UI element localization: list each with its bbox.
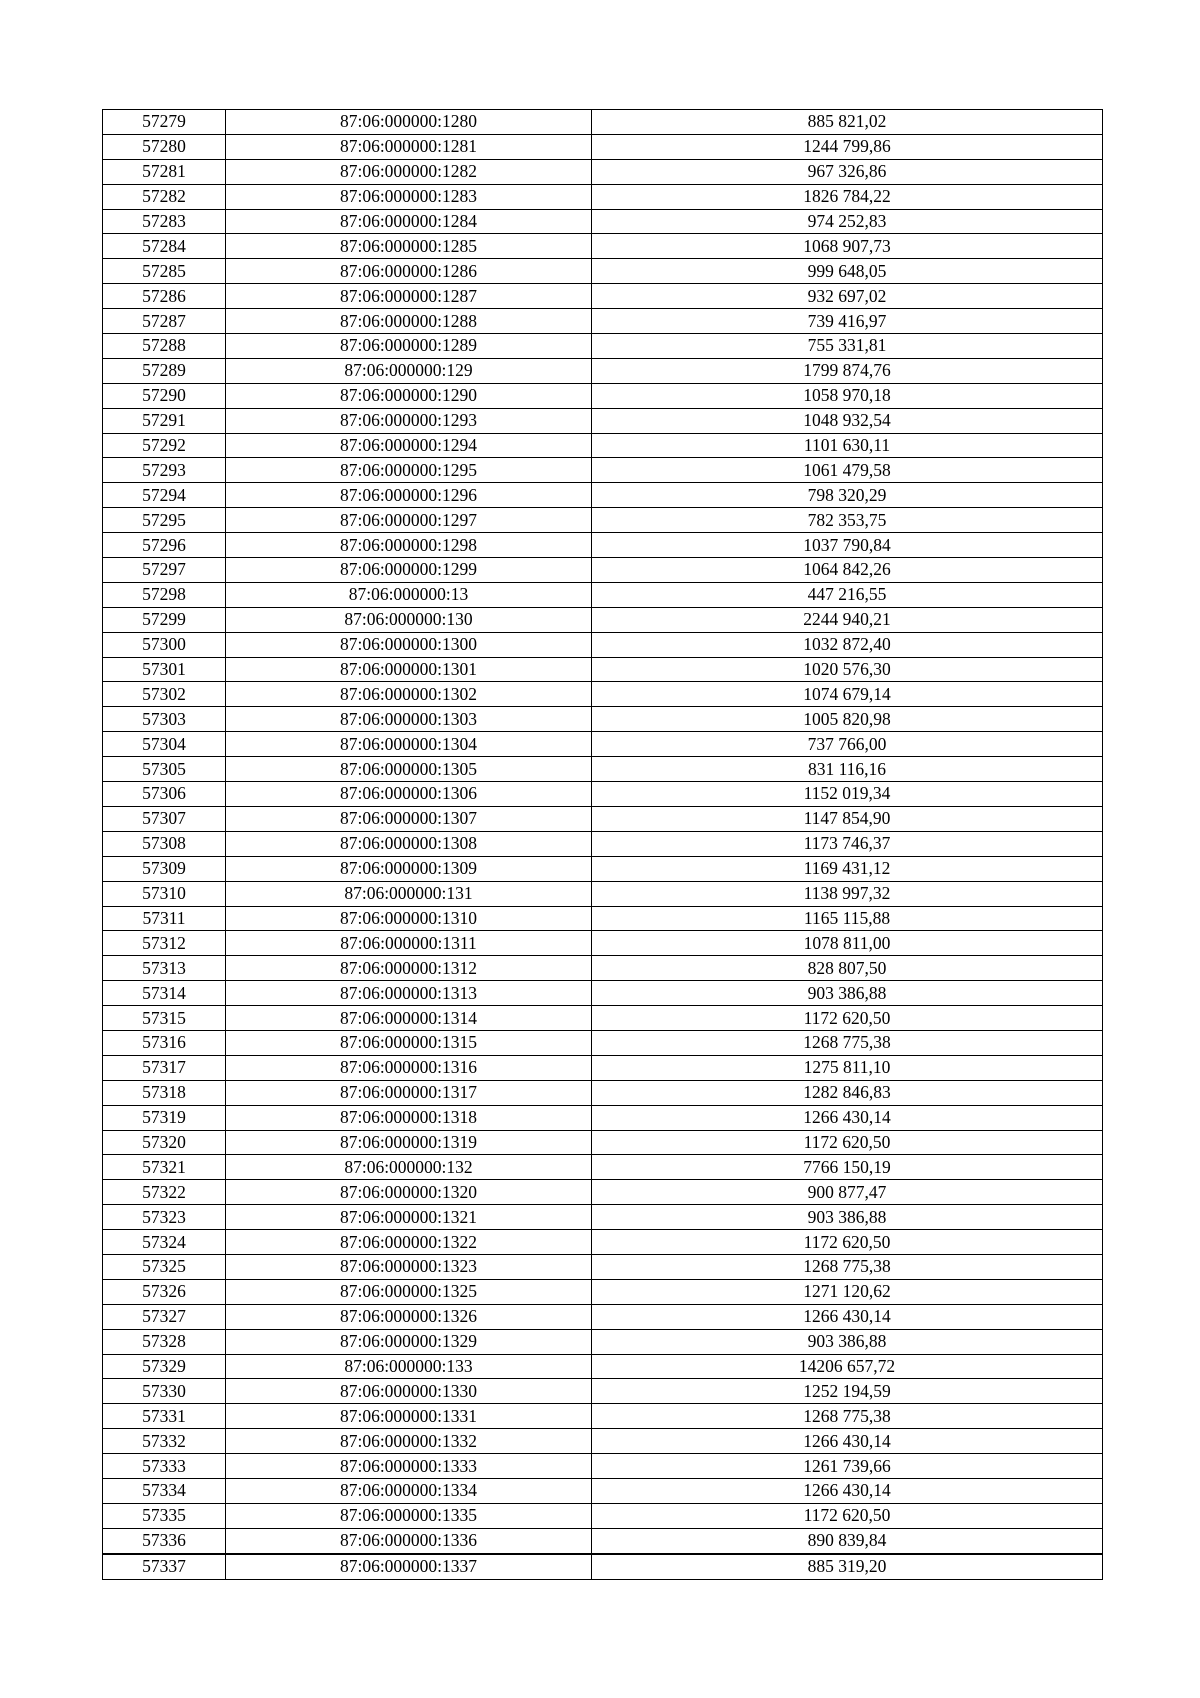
value-cell: 1172 620,50 <box>592 1006 1103 1031</box>
cadastral-number-cell: 87:06:000000:1300 <box>226 632 592 657</box>
value-cell: 1261 739,66 <box>592 1454 1103 1479</box>
row-number-cell: 57317 <box>103 1055 226 1080</box>
cadastral-number-cell: 87:06:000000:1317 <box>226 1080 592 1105</box>
value-cell: 1275 811,10 <box>592 1055 1103 1080</box>
table-row <box>103 159 1103 184</box>
value-cell: 1282 846,83 <box>592 1080 1103 1105</box>
cadastral-number-cell: 87:06:000000:1329 <box>226 1329 592 1354</box>
table-row <box>103 856 1103 881</box>
value-cell: 1268 775,38 <box>592 1254 1103 1279</box>
value-cell: 1058 970,18 <box>592 383 1103 408</box>
table-row <box>103 1006 1103 1031</box>
cadastral-number-cell: 87:06:000000:1311 <box>226 931 592 956</box>
value-cell: 755 331,81 <box>592 334 1103 359</box>
table-row <box>103 134 1103 159</box>
table-row <box>103 483 1103 508</box>
value-cell: 1101 630,11 <box>592 433 1103 458</box>
table-row <box>103 1055 1103 1080</box>
row-number-cell: 57331 <box>103 1404 226 1429</box>
table-row <box>103 757 1103 782</box>
cadastral-number-cell: 87:06:000000:130 <box>226 607 592 632</box>
row-number-cell: 57287 <box>103 309 226 334</box>
value-cell: 739 416,97 <box>592 309 1103 334</box>
value-cell: 903 386,88 <box>592 1329 1103 1354</box>
value-cell: 1005 820,98 <box>592 707 1103 732</box>
table-row <box>103 906 1103 931</box>
cadastral-number-cell: 87:06:000000:133 <box>226 1354 592 1379</box>
cadastral-number-cell: 87:06:000000:1299 <box>226 558 592 583</box>
value-cell: 1172 620,50 <box>592 1130 1103 1155</box>
row-number-cell: 57320 <box>103 1130 226 1155</box>
value-cell: 2244 940,21 <box>592 607 1103 632</box>
value-cell: 1147 854,90 <box>592 806 1103 831</box>
row-number-cell: 57334 <box>103 1478 226 1503</box>
cadastral-number-cell: 87:06:000000:1280 <box>226 110 592 135</box>
table-row <box>103 1254 1103 1279</box>
table-row <box>103 582 1103 607</box>
value-cell: 1074 679,14 <box>592 682 1103 707</box>
value-cell: 828 807,50 <box>592 956 1103 981</box>
cadastral-number-cell: 87:06:000000:1304 <box>226 732 592 757</box>
cadastral-number-cell: 87:06:000000:1331 <box>226 1404 592 1429</box>
cadastral-number-cell: 87:06:000000:132 <box>226 1155 592 1180</box>
value-cell: 1165 115,88 <box>592 906 1103 931</box>
cadastral-number-cell: 87:06:000000:1333 <box>226 1454 592 1479</box>
row-number-cell: 57295 <box>103 508 226 533</box>
cadastral-number-cell: 87:06:000000:1335 <box>226 1503 592 1528</box>
row-number-cell: 57293 <box>103 458 226 483</box>
table-row <box>103 607 1103 632</box>
cadastral-number-cell: 87:06:000000:131 <box>226 881 592 906</box>
table-row <box>103 1130 1103 1155</box>
table-row <box>103 806 1103 831</box>
table-row <box>103 508 1103 533</box>
cadastral-number-cell: 87:06:000000:1325 <box>226 1279 592 1304</box>
table-row <box>103 458 1103 483</box>
value-cell: 1152 019,34 <box>592 782 1103 807</box>
table-row <box>103 931 1103 956</box>
table-row <box>103 1230 1103 1255</box>
cadastral-number-cell: 87:06:000000:1302 <box>226 682 592 707</box>
row-number-cell: 57329 <box>103 1354 226 1379</box>
cadastral-number-cell: 87:06:000000:1313 <box>226 981 592 1006</box>
cadastral-number-cell: 87:06:000000:129 <box>226 358 592 383</box>
table-row <box>103 632 1103 657</box>
row-number-cell: 57308 <box>103 831 226 856</box>
table-row <box>103 1554 1103 1579</box>
cadastral-number-cell: 87:06:000000:1301 <box>226 657 592 682</box>
value-cell: 1266 430,14 <box>592 1429 1103 1454</box>
row-number-cell: 57310 <box>103 881 226 906</box>
cadastral-number-cell: 87:06:000000:1294 <box>226 433 592 458</box>
cadastral-number-cell: 87:06:000000:1285 <box>226 234 592 259</box>
value-cell: 1169 431,12 <box>592 856 1103 881</box>
value-cell: 1173 746,37 <box>592 831 1103 856</box>
cadastral-number-cell: 87:06:000000:1289 <box>226 334 592 359</box>
row-number-cell: 57282 <box>103 184 226 209</box>
row-number-cell: 57319 <box>103 1105 226 1130</box>
cadastral-number-cell: 87:06:000000:1297 <box>226 508 592 533</box>
cadastral-number-cell: 87:06:000000:1308 <box>226 831 592 856</box>
cadastral-number-cell: 87:06:000000:1309 <box>226 856 592 881</box>
table-row <box>103 1180 1103 1205</box>
value-cell: 1037 790,84 <box>592 533 1103 558</box>
cadastral-number-cell: 87:06:000000:1282 <box>226 159 592 184</box>
value-cell: 737 766,00 <box>592 732 1103 757</box>
value-cell: 1266 430,14 <box>592 1304 1103 1329</box>
value-cell: 1271 120,62 <box>592 1279 1103 1304</box>
row-number-cell: 57283 <box>103 209 226 234</box>
table-row <box>103 110 1103 135</box>
table-row <box>103 1354 1103 1379</box>
cadastral-number-cell: 87:06:000000:1337 <box>226 1554 592 1579</box>
table-row <box>103 1105 1103 1130</box>
table-row <box>103 831 1103 856</box>
row-number-cell: 57296 <box>103 533 226 558</box>
row-number-cell: 57307 <box>103 806 226 831</box>
row-number-cell: 57316 <box>103 1030 226 1055</box>
row-number-cell: 57333 <box>103 1454 226 1479</box>
row-number-cell: 57326 <box>103 1279 226 1304</box>
cadastral-number-cell: 87:06:000000:1287 <box>226 284 592 309</box>
cadastral-number-cell: 87:06:000000:1306 <box>226 782 592 807</box>
table-row <box>103 558 1103 583</box>
value-cell: 1068 907,73 <box>592 234 1103 259</box>
table-row <box>103 981 1103 1006</box>
table-row <box>103 657 1103 682</box>
table-row <box>103 881 1103 906</box>
row-number-cell: 57298 <box>103 582 226 607</box>
table-row <box>103 408 1103 433</box>
value-cell: 974 252,83 <box>592 209 1103 234</box>
cadastral-number-cell: 87:06:000000:1326 <box>226 1304 592 1329</box>
row-number-cell: 57299 <box>103 607 226 632</box>
cadastral-value-table <box>102 109 1103 1580</box>
row-number-cell: 57325 <box>103 1254 226 1279</box>
cadastral-number-cell: 87:06:000000:1307 <box>226 806 592 831</box>
row-number-cell: 57303 <box>103 707 226 732</box>
value-cell: 1266 430,14 <box>592 1105 1103 1130</box>
value-cell: 1268 775,38 <box>592 1030 1103 1055</box>
cadastral-number-cell: 87:06:000000:1293 <box>226 408 592 433</box>
row-number-cell: 57314 <box>103 981 226 1006</box>
cadastral-number-cell: 87:06:000000:13 <box>226 582 592 607</box>
value-cell: 999 648,05 <box>592 259 1103 284</box>
table-row <box>103 1030 1103 1055</box>
value-cell: 885 319,20 <box>592 1554 1103 1579</box>
value-cell: 932 697,02 <box>592 284 1103 309</box>
row-number-cell: 57280 <box>103 134 226 159</box>
value-cell: 1138 997,32 <box>592 881 1103 906</box>
table-row <box>103 1279 1103 1304</box>
cadastral-number-cell: 87:06:000000:1330 <box>226 1379 592 1404</box>
table-body <box>103 110 1103 1580</box>
row-number-cell: 57324 <box>103 1230 226 1255</box>
value-cell: 782 353,75 <box>592 508 1103 533</box>
table-row <box>103 1080 1103 1105</box>
row-number-cell: 57309 <box>103 856 226 881</box>
cadastral-number-cell: 87:06:000000:1336 <box>226 1528 592 1553</box>
value-cell: 1799 874,76 <box>592 358 1103 383</box>
row-number-cell: 57302 <box>103 682 226 707</box>
table-row <box>103 1404 1103 1429</box>
row-number-cell: 57294 <box>103 483 226 508</box>
row-number-cell: 57285 <box>103 259 226 284</box>
row-number-cell: 57297 <box>103 558 226 583</box>
table-row <box>103 334 1103 359</box>
cadastral-number-cell: 87:06:000000:1315 <box>226 1030 592 1055</box>
row-number-cell: 57292 <box>103 433 226 458</box>
table-row <box>103 707 1103 732</box>
row-number-cell: 57337 <box>103 1554 226 1579</box>
row-number-cell: 57327 <box>103 1304 226 1329</box>
table-row <box>103 284 1103 309</box>
row-number-cell: 57289 <box>103 358 226 383</box>
row-number-cell: 57312 <box>103 931 226 956</box>
table-row <box>103 1155 1103 1180</box>
table-row <box>103 1205 1103 1230</box>
row-number-cell: 57313 <box>103 956 226 981</box>
cadastral-number-cell: 87:06:000000:1323 <box>226 1254 592 1279</box>
cadastral-number-cell: 87:06:000000:1334 <box>226 1478 592 1503</box>
row-number-cell: 57300 <box>103 632 226 657</box>
table-row <box>103 383 1103 408</box>
table-row <box>103 533 1103 558</box>
value-cell: 1252 194,59 <box>592 1379 1103 1404</box>
cadastral-number-cell: 87:06:000000:1283 <box>226 184 592 209</box>
value-cell: 447 216,55 <box>592 582 1103 607</box>
row-number-cell: 57323 <box>103 1205 226 1230</box>
cadastral-number-cell: 87:06:000000:1303 <box>226 707 592 732</box>
row-number-cell: 57336 <box>103 1528 226 1553</box>
row-number-cell: 57305 <box>103 757 226 782</box>
cadastral-number-cell: 87:06:000000:1296 <box>226 483 592 508</box>
value-cell: 885 821,02 <box>592 110 1103 135</box>
row-number-cell: 57330 <box>103 1379 226 1404</box>
row-number-cell: 57304 <box>103 732 226 757</box>
value-cell: 1064 842,26 <box>592 558 1103 583</box>
cadastral-number-cell: 87:06:000000:1316 <box>226 1055 592 1080</box>
table-row <box>103 433 1103 458</box>
table-row <box>103 1329 1103 1354</box>
table-row <box>103 1478 1103 1503</box>
row-number-cell: 57318 <box>103 1080 226 1105</box>
row-number-cell: 57281 <box>103 159 226 184</box>
table-row <box>103 1528 1103 1553</box>
row-number-cell: 57322 <box>103 1180 226 1205</box>
row-number-cell: 57301 <box>103 657 226 682</box>
value-cell: 1172 620,50 <box>592 1503 1103 1528</box>
cadastral-number-cell: 87:06:000000:1281 <box>226 134 592 159</box>
row-number-cell: 57291 <box>103 408 226 433</box>
row-number-cell: 57290 <box>103 383 226 408</box>
value-cell: 1032 872,40 <box>592 632 1103 657</box>
table-row <box>103 1379 1103 1404</box>
row-number-cell: 57284 <box>103 234 226 259</box>
value-cell: 1048 932,54 <box>592 408 1103 433</box>
table-row <box>103 184 1103 209</box>
value-cell: 1266 430,14 <box>592 1478 1103 1503</box>
row-number-cell: 57328 <box>103 1329 226 1354</box>
cadastral-number-cell: 87:06:000000:1290 <box>226 383 592 408</box>
cadastral-number-cell: 87:06:000000:1288 <box>226 309 592 334</box>
table-row <box>103 682 1103 707</box>
value-cell: 1061 479,58 <box>592 458 1103 483</box>
table-row <box>103 1429 1103 1454</box>
cadastral-number-cell: 87:06:000000:1295 <box>226 458 592 483</box>
row-number-cell: 57288 <box>103 334 226 359</box>
value-cell: 1826 784,22 <box>592 184 1103 209</box>
table-row <box>103 209 1103 234</box>
row-number-cell: 57311 <box>103 906 226 931</box>
row-number-cell: 57321 <box>103 1155 226 1180</box>
value-cell: 967 326,86 <box>592 159 1103 184</box>
cadastral-number-cell: 87:06:000000:1312 <box>226 956 592 981</box>
value-cell: 903 386,88 <box>592 1205 1103 1230</box>
cadastral-number-cell: 87:06:000000:1298 <box>226 533 592 558</box>
value-cell: 1172 620,50 <box>592 1230 1103 1255</box>
value-cell: 798 320,29 <box>592 483 1103 508</box>
value-cell: 14206 657,72 <box>592 1354 1103 1379</box>
row-number-cell: 57286 <box>103 284 226 309</box>
row-number-cell: 57332 <box>103 1429 226 1454</box>
table-row <box>103 1454 1103 1479</box>
value-cell: 900 877,47 <box>592 1180 1103 1205</box>
table-row <box>103 259 1103 284</box>
cadastral-number-cell: 87:06:000000:1286 <box>226 259 592 284</box>
table-row <box>103 782 1103 807</box>
row-number-cell: 57279 <box>103 110 226 135</box>
table-row <box>103 732 1103 757</box>
value-cell: 903 386,88 <box>592 981 1103 1006</box>
value-cell: 7766 150,19 <box>592 1155 1103 1180</box>
row-number-cell: 57306 <box>103 782 226 807</box>
value-cell: 1020 576,30 <box>592 657 1103 682</box>
value-cell: 1244 799,86 <box>592 134 1103 159</box>
cadastral-number-cell: 87:06:000000:1319 <box>226 1130 592 1155</box>
table-row <box>103 358 1103 383</box>
cadastral-number-cell: 87:06:000000:1310 <box>226 906 592 931</box>
value-cell: 890 839,84 <box>592 1528 1103 1553</box>
table-row <box>103 956 1103 981</box>
row-number-cell: 57335 <box>103 1503 226 1528</box>
value-cell: 1268 775,38 <box>592 1404 1103 1429</box>
cadastral-number-cell: 87:06:000000:1321 <box>226 1205 592 1230</box>
cadastral-number-cell: 87:06:000000:1318 <box>226 1105 592 1130</box>
table-row <box>103 1503 1103 1528</box>
table-row <box>103 1304 1103 1329</box>
value-cell: 1078 811,00 <box>592 931 1103 956</box>
table-row <box>103 309 1103 334</box>
cadastral-number-cell: 87:06:000000:1305 <box>226 757 592 782</box>
cadastral-number-cell: 87:06:000000:1314 <box>226 1006 592 1031</box>
row-number-cell: 57315 <box>103 1006 226 1031</box>
value-cell: 831 116,16 <box>592 757 1103 782</box>
cadastral-number-cell: 87:06:000000:1320 <box>226 1180 592 1205</box>
cadastral-number-cell: 87:06:000000:1332 <box>226 1429 592 1454</box>
cadastral-number-cell: 87:06:000000:1322 <box>226 1230 592 1255</box>
table-row <box>103 234 1103 259</box>
cadastral-number-cell: 87:06:000000:1284 <box>226 209 592 234</box>
